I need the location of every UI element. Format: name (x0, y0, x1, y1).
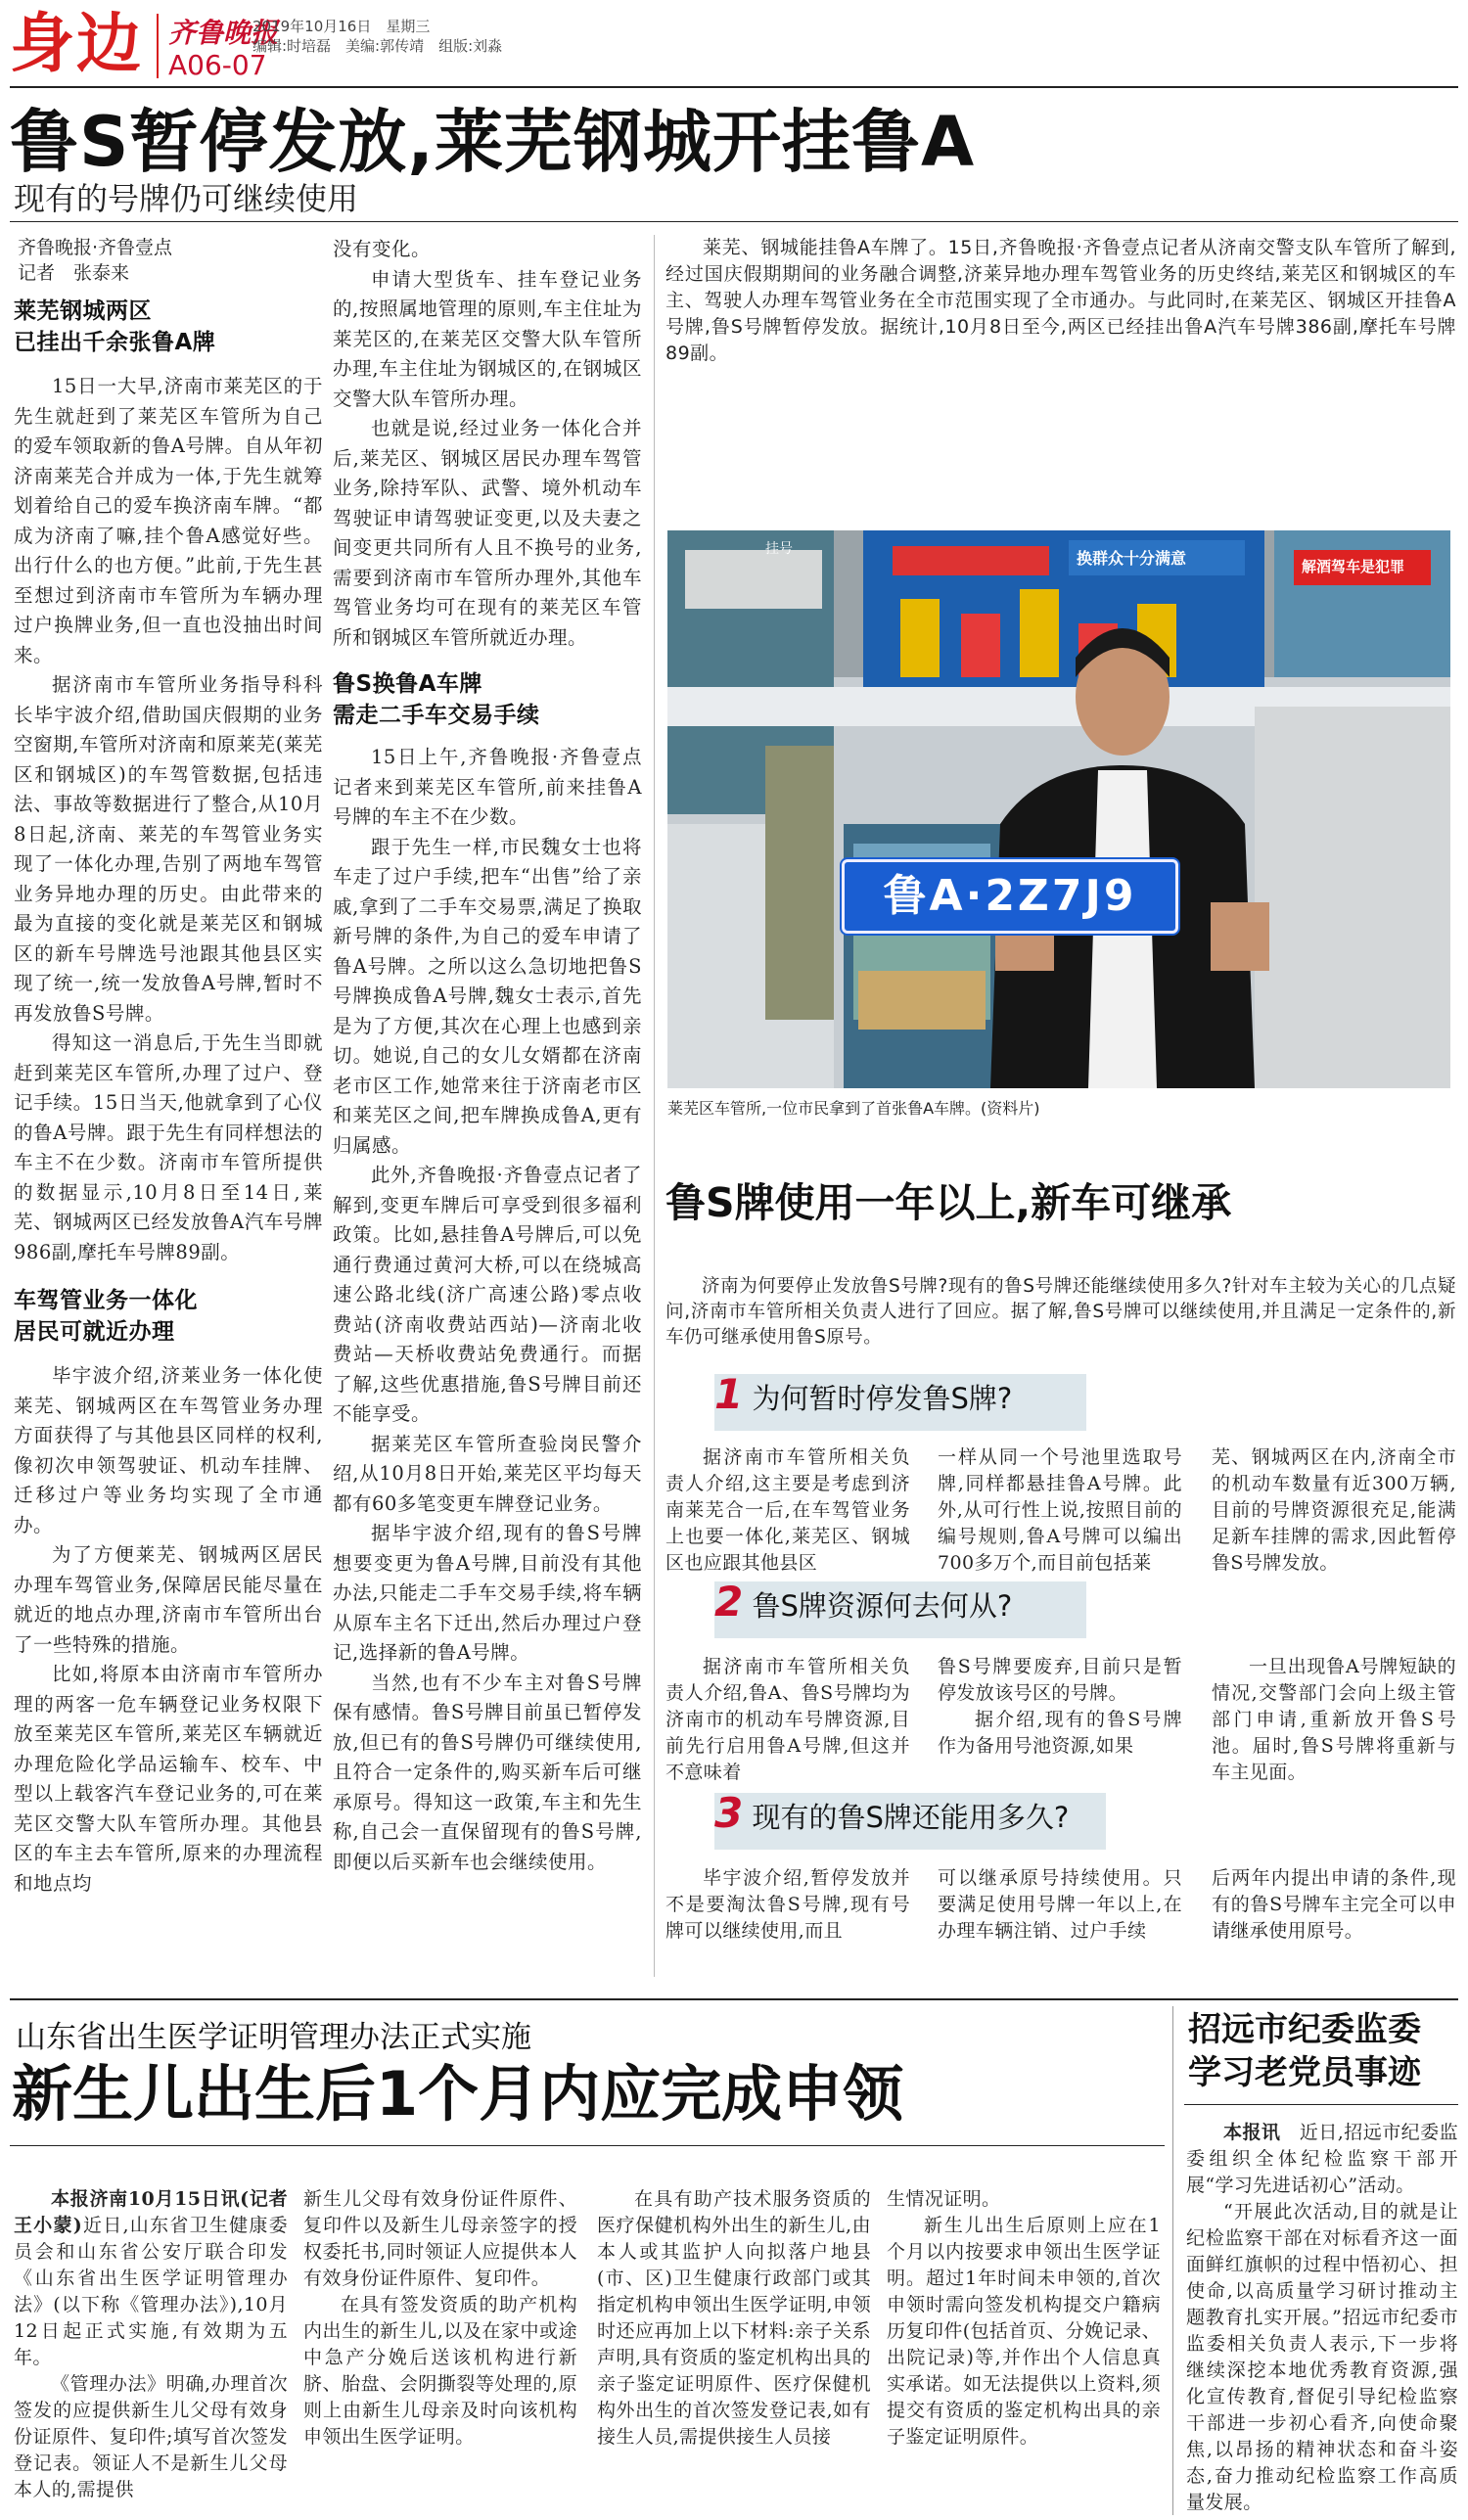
byline (18, 235, 321, 286)
story2-rule (10, 2145, 1165, 2146)
paper-logo: 齐鲁晚报 (168, 17, 279, 49)
paragraph: 也就是说,经过业务一体化合并后,莱芜区、钢城区居民办理车驾管业务,除持军队、武警、境外机动车驾驶证申请驾驶证变更,以及夫妻之间变更共同所有人且不换号的业务,需要到济南市车管所办理外,其他车驾管业务均可在现有的莱芜区车管所和钢城区车管所就近办理。 (333, 417, 642, 649)
paragraph: 申请大型货车、挂车登记业务的,按照属地管理的原则,车主住址为莱芜区的,在莱芜区交警大队车管所办理,车主住址为钢城区的,在钢城区交警大队车管所办理。 (333, 267, 642, 410)
license-plate-text: 鲁A·2Z7J9 (883, 871, 1137, 921)
editors-line: 编辑:时培磊 美编:郭传靖 组版:刘淼 (252, 37, 503, 55)
section2-title: 鲁S牌使用一年以上,新车可继承 (665, 1179, 1232, 1226)
story2-column-2: 新生儿父母有效身份证件原件、复印件以及新生儿母亲签字的授权委托书,同时领证人应提供本人有效身份证件原件、复印件。 在具有签发资质的助产机构内出生的新生儿,以及在家中或途中急产分娩后送该机构进行新脐、胎盘、会阴撕裂等处理的,原则上由新生儿母亲及时向该机构申领出生医学证明。 (303, 2188, 577, 2448)
photo-scene (667, 530, 1450, 1088)
paragraph: 此外,齐鲁晚报·齐鲁壹点记者了解到,变更车牌后可享受到很多福利政策。比如,悬挂鲁A号牌后,可以免通行费通过黄河大桥,可以在绕城高速公路北线(济广高速公路)零点收费站(济南收费站西站)—济南北收费站—天桥收费站免费通行。而据了解,这些优惠措施,鲁S号牌目前还不能享受。 (333, 1164, 642, 1425)
story3-rule (1184, 2104, 1458, 2105)
paragraph: 据济南市车管所业务指导科科长毕宇波介绍,借助国庆假期的业务空窗期,车管所对济南和原莱芜(莱芜区和钢城区)的车驾管数据,包括违法、事故等数据进行了整合,从10月8日起,济南、莱芜的车驾管业务实现了一体化办理,告别了两地车驾管业务异地办理的历史。由此带来的最为直接的变化就是莱芜区和钢城区的新车号牌选号池跟其他县区实现了统一,统一发放鲁A号牌,暂时不再发放鲁S号牌。 (14, 673, 323, 1025)
story2-headline: 新生儿出生后1个月内应完成申领 (12, 2058, 904, 2130)
header-rule (10, 86, 1458, 88)
paragraph: 跟于先生一样,市民魏女士也将车走了过户手续,把车“出售”给了亲戚,拿到了二手车交易票,满足了换取新号牌的条件,为自己的爱车申请了鲁A号牌。之所以这么急切地把鲁S号牌换成鲁A号牌,魏女士表示,首先是为了方便,其次在心理上也感到亲切。她说,自己的女儿女婿都在济南老市区工作,她常来往于济南老市区和莱芜区之间,把车牌换成鲁A,更有归属感。 (333, 835, 642, 1157)
story2-kicker: 山东省出生医学证明管理办法正式实施 (16, 2020, 531, 2055)
q1-column-2: 一样从同一个号池里选取号牌,同样都悬挂鲁A号牌。此外,从可行性上说,按照目前的编号规则,鲁A号牌可以编出700多万个,而目前包括莱 (938, 1446, 1182, 1574)
q1-column-1: 据济南市车管所相关负责人介绍,这主要是考虑到济南莱芜合一后,在车驾管业务上也要一体化,莱芜区、钢城区也应跟其他县区 (665, 1446, 910, 1574)
article-column-2 (333, 235, 642, 1877)
section-title: 身边 (10, 6, 143, 81)
byline-outlet: 齐鲁晚报·齐鲁壹点 (18, 237, 173, 258)
paragraph: 据毕宇波介绍,现有的鲁S号牌想要变更为鲁A号牌,目前没有其他办法,只能走二手车交易手续,将车辆从原车主名下迁出,然后办理过户登记,选择新的鲁A号牌。 (333, 1522, 642, 1664)
masthead (10, 8, 1468, 86)
paragraph: 15日一大早,济南市莱芜区的于先生就赶到了莱芜区车管所为自己的爱车领取新的鲁A号牌。自从年初济南莱芜合并成为一体,于先生就筹划着给自己的爱车换济南车牌。“都成为济南了嘛,挂个鲁A感觉好些。出行什么的也方便。”此前,于先生甚至想过到济南市车管所为车辆办理过户换牌业务,但一直也没抽出时间来。 (14, 375, 323, 666)
question-2-heading (714, 1578, 1012, 1626)
story2-column-4: 生情况证明。 新生儿出生后原则上应在1个月以内按要求申领出生医学证明。超过1年时间未申领的,首次申领时需向签发机构提交户籍病历复印件(包括首页、分娩记录、出院记录)等,并作出个人信息真实承诺。如无法提供以上资料,须提交有资质的鉴定机构出具的亲子鉴定证明原件。 (887, 2188, 1161, 2448)
subhead-3: 鲁S换鲁A车牌 需走二手车交易手续 (333, 671, 540, 728)
news-photo (667, 530, 1450, 1088)
paragraph: 15日上午,齐鲁晚报·齐鲁壹点记者来到莱芜区车管所,前来挂鲁A号牌的车主不在少数。 (333, 746, 642, 828)
story2-lead: 本报济南10月15日讯(记者 王小蒙) (14, 2188, 307, 2236)
page-number: A06-07 (168, 49, 267, 81)
question-1-number: 1 (714, 1370, 744, 1418)
question-3-heading (714, 1789, 1069, 1837)
paragraph: 没有变化。 (333, 238, 432, 260)
paragraph: 当然,也有不少车主对鲁S号牌保有感情。鲁S号牌目前虽已暂停发放,但已有的鲁S号牌仍可继续使用,且符合一定条件的,购买新车后可继承原号。得知这一政策,车主和先生称,自己会一直保留现有的鲁S号牌,即便以后买新车也会继续使用。 (333, 1671, 642, 1873)
paragraph: 毕宇波介绍,济莱业务一体化使莱芜、钢城两区在车驾管业务办理方面获得了与其他县区同样的权利,像初次申领驾驶证、机动车挂牌、迁移过户等业务均实现了全市通办。 (14, 1364, 323, 1536)
bottom-column-divider (1172, 2006, 1173, 2515)
article-intro: 莱芜、钢城能挂鲁A车牌了。15日,齐鲁晚报·齐鲁壹点记者从济南交警支队车管所了解到,经过国庆假期期间的业务融合调整,济莱异地办理车驾管业务的历史终结,莱芜区和钢城区的车主、驾驶人办理车驾管业务在全市范围实现了全市通办。与此同时,在莱芜区、钢城区开挂鲁A号牌,鲁S号牌暂停发放。据统计,10月8日至今,两区已经挂出鲁A汽车号牌386副,摩托车号牌89副。 (665, 237, 1456, 364)
q2-column-3: 一旦出现鲁A号牌短缺的情况,交警部门会向上级主管部门申请,重新放开鲁S号池。届时,鲁S号牌将重新与车主见面。 (1212, 1656, 1456, 1783)
article-column-1 (14, 292, 323, 1899)
question-1-title: 为何暂时停发鲁S牌? (752, 1382, 1013, 1415)
story3-headline: 招远市纪委监委 学习老党员事迹 (1188, 2010, 1421, 2092)
section2-intro: 济南为何要停止发放鲁S号牌?现有的鲁S号牌还能继续使用多久?针对车主较为关心的几点疑问,济南市车管所相关负责人进行了回应。据了解,鲁S号牌可以继续使用,并且满足一定条件的,新车仍可继承使用鲁S原号。 (665, 1276, 1456, 1348)
photo-board-sign-2: 换群众十分满意 (1077, 549, 1187, 568)
q3-column-1: 毕宇波介绍,暂停发放并不是要淘汰鲁S号牌,现有号牌可以继续使用,而且 (665, 1867, 910, 1942)
story2-column-3: 在具有助产技术服务资质的医疗保健机构外出生的新生儿,由本人或其监护人向拟落户地县(市、区)卫生健康行政部门或其指定机构申领出生医学证明,申领时还应再加上以下材料:亲子关系声明,具有资质的鉴定机构出具的亲子鉴定证明原件、医疗保健机构外出生的首次签发登记表,如有接生人员,需提供接生人员接 (597, 2188, 871, 2448)
q1-column-3: 芜、钢城两区在内,济南全市的机动车数量有近300万辆,目前的号牌资源很充足,能满足新车挂牌的需求,因此暂停鲁S号牌发放。 (1212, 1446, 1456, 1574)
question-3-title: 现有的鲁S牌还能用多久? (752, 1801, 1070, 1834)
photo-caption: 莱芜区车管所,一位市民拿到了首张鲁A车牌。(资料片) (667, 1099, 1040, 1118)
story3-lead: 本报讯 (1223, 2122, 1281, 2143)
question-2-title: 鲁S牌资源何去何从? (752, 1589, 1013, 1623)
q3-column-3: 后两年内提出申请的条件,现有的鲁S号牌车主完全可以申请继承使用原号。 (1212, 1867, 1456, 1942)
story2-column-1: 本报济南10月15日讯(记者 王小蒙)近日,山东省卫生健康委员会和山东省公安厅联合印发《山东省出生医学证明管理办法》(以下称《管理办法》),10月12日起正式实施,有效期为五年。 《管理办法》明确,办理首次签发的应提供新生儿父母有效身份证原件、复印件;填写首次签发登记表。领证人不是新生儿父母本人的,需提供 (14, 2188, 307, 2500)
paragraph: 比如,将原本由济南市车管所办理的两客一危车辆登记业务权限下放至莱芜区车管所,莱芜区车辆就近办理危险化学品运输车、校车、中型以上载客汽车登记业务的,可在莱芜区交警大队车管所办理。其他县区的车主去车管所,原来的办理流程和地点均 (14, 1663, 323, 1895)
story3-body: 本报讯 近日,招远市纪委监委组织全体纪检监察干部开展“学习先进话初心”活动。 “开展此次活动,目的就是让纪检监察干部在对标看齐这一面面鲜红旗帜的过程中悟初心、担使命,以高质量学习研讨推动主题教育扎实开展。”招远市纪委市监委相关负责人表示,下一步将继续深挖本地优秀教育资源,强化宣传教育,督促引导纪检监察干部进一步初心看齐,向使命聚焦,以昂扬的精神状态和奋斗姿态,奋力推动纪检监察工作高质量发展。 (1186, 2122, 1458, 2513)
photo-board-sign-3: 解酒驾车是犯罪 (1302, 558, 1405, 575)
q2-column-2: 鲁S号牌要废弃,目前只是暂停发放该号区的号牌。 据介绍,现有的鲁S号牌作为备用号池资源,如果 (938, 1656, 1182, 1757)
subhead-2: 车驾管业务一体化 居民可就近办理 (14, 1288, 198, 1345)
paragraph: 为了方便莱芜、钢城两区居民办理车驾管业务,保障居民能尽量在就近的地点办理,济南市车管所出台了一些特殊的措施。 (14, 1543, 323, 1656)
question-2-number: 2 (714, 1578, 744, 1626)
header-divider (157, 14, 159, 78)
question-3-number: 3 (714, 1789, 744, 1837)
column-divider (654, 235, 655, 1977)
main-subheadline: 现有的号牌仍可继续使用 (14, 180, 359, 217)
main-headline: 鲁S暂停发放,莱芜钢城开挂鲁A (10, 102, 976, 182)
issue-date: 2019年10月16日 星期三 (252, 18, 431, 35)
q2-column-1: 据济南市车管所相关负责人介绍,鲁A、鲁S号牌均为济南市的机动车号牌资源,目前先行启用鲁A号牌,但这并不意味着 (665, 1656, 910, 1783)
question-1-heading (714, 1370, 1012, 1418)
paragraph: 据莱芜区车管所查验岗民警介绍,从10月8日开始,莱芜区平均每天都有60多笔变更车牌登记业务。 (333, 1432, 642, 1515)
license-plate (842, 859, 1178, 934)
paragraph: 得知这一消息后,于先生当即就赶到莱芜区车管所,办理了过户、登记手续。15日当天,他就拿到了心仪的鲁A号牌。跟于先生有同样想法的车主不在少数。济南市车管所提供的数据显示,10月8日至14日,莱芜、钢城两区已经发放鲁A汽车号牌986副,摩托车号牌89副。 (14, 1031, 323, 1263)
bottom-section-rule (10, 1998, 1458, 2000)
photo-board-sign-1: 挂号 (765, 541, 793, 557)
headline-rule (10, 221, 1458, 222)
q3-column-2: 可以继承原号持续使用。只要满足使用号牌一年以上,在办理车辆注销、过户手续 (938, 1867, 1182, 1942)
byline-reporter: 记者 张泰来 (18, 262, 130, 284)
subhead-1: 莱芜钢城两区 已挂出千余张鲁A牌 (14, 298, 216, 355)
